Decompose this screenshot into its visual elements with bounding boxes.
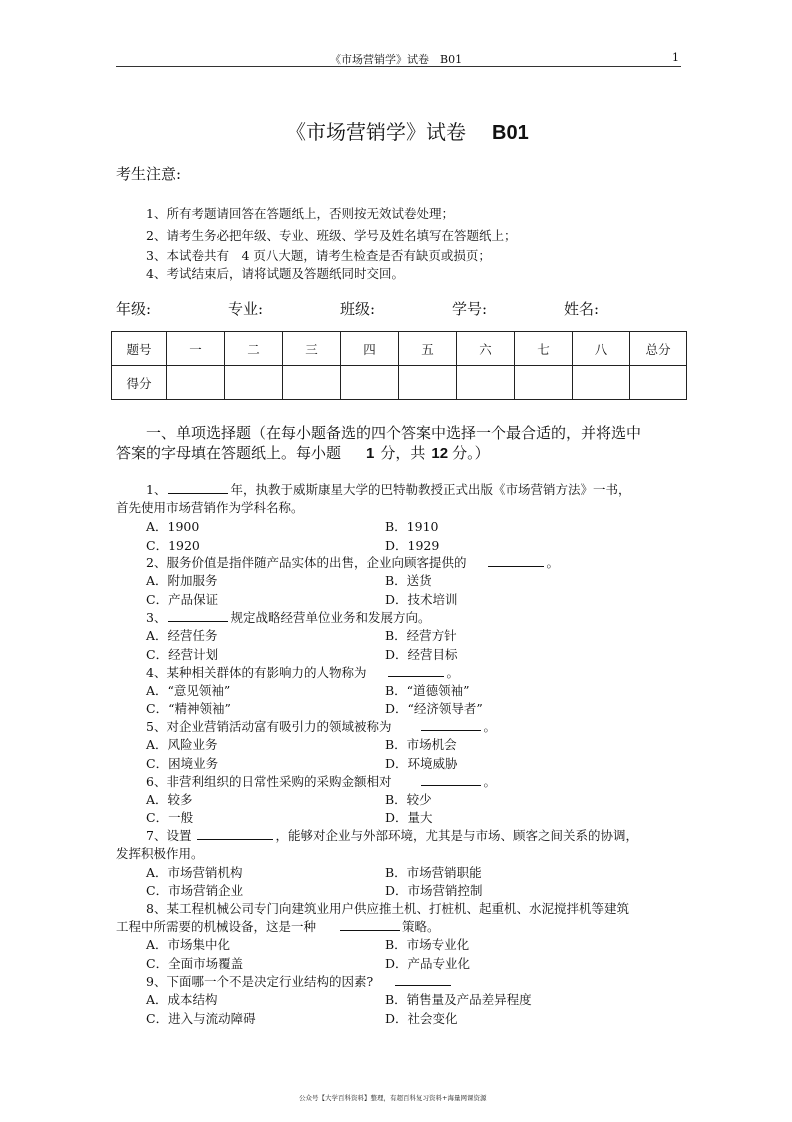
question-text: 规定战略经营单位业务和发展方向。 [230, 610, 431, 625]
field-student-id: 学号: [452, 300, 488, 318]
answer-blank [488, 554, 544, 567]
points-total: 12 [431, 445, 449, 462]
question-text: 。 [446, 665, 459, 680]
option: B．较少 [385, 792, 432, 807]
score-cell [457, 366, 515, 400]
option: C．经营计划 [146, 647, 219, 662]
page-number: 1 [672, 51, 679, 64]
table-cell: 六 [457, 332, 515, 366]
question-number: 3、 [146, 610, 167, 625]
question-text: 策略。 [402, 919, 440, 934]
page-title [286, 116, 529, 145]
score-cell [515, 366, 573, 400]
table-cell: 三 [283, 332, 341, 366]
option: A．风险业务 [146, 737, 218, 752]
question-8-cont [116, 917, 440, 935]
score-cell [573, 366, 630, 400]
question-1-cont: 首先使用市场营销作为学科名称。 [116, 500, 304, 515]
table-cell: 八 [573, 332, 630, 366]
option: D．环境威胁 [385, 756, 458, 771]
score-cell [399, 366, 457, 400]
question-6 [146, 772, 496, 790]
notice-item: 2、请考生务必把年级、专业、班级、学号及姓名填写在答题纸上； [146, 228, 517, 243]
field-grade: 年级: [116, 300, 152, 318]
table-cell: 总分 [630, 332, 687, 366]
notice-item: 4、考试结束后，请将试题及答题纸同时交回。 [146, 266, 404, 281]
question-text: 7、设置 [146, 828, 192, 843]
question-text: 年，执教于威斯康星大学的巴特勒教授正式出版《市场营销方法》一书， [230, 482, 631, 497]
option: A．“意见领袖” [146, 683, 231, 698]
question-text: 5、对企业营销活动富有吸引力的领域被称为 [146, 719, 392, 734]
question-text: ，能够对企业与外部环境，尤其是与市场、顾客之间关系的协调， [275, 828, 638, 843]
question-2 [146, 553, 559, 571]
question-text: 9、下面哪一个不是决定行业结构的因素? [146, 974, 374, 989]
running-header: 《市场营销学》试卷 B01 [330, 53, 463, 66]
option: C．“精神领袖” [146, 701, 231, 716]
question-9 [146, 972, 451, 990]
option: B．市场机会 [385, 737, 457, 752]
notice-item: 1、所有考题请回答在答题纸上，否则按无效试卷处理； [146, 206, 454, 221]
table-row [112, 366, 687, 400]
section-heading: 一、单项选择题（在每小题备选的四个答案中选择一个最合适的，并将选中 [146, 424, 642, 442]
answer-blank [388, 664, 444, 677]
question-text: 4、某种相关群体的有影响力的人物称为 [146, 665, 367, 680]
section-heading-line2 [116, 442, 490, 463]
table-row [112, 332, 687, 366]
answer-blank [168, 609, 228, 622]
score-cell [225, 366, 283, 400]
question-number: 1、 [146, 482, 167, 497]
option: B．“道德领袖” [385, 683, 470, 698]
score-cell [283, 366, 341, 400]
title-code: B01 [492, 122, 529, 144]
section-text: 分，共 [380, 444, 426, 462]
notice-item: 3、本试卷共有 4 页八大题，请考生检查是否有缺页或损页； [146, 248, 491, 263]
option: C．困境业务 [146, 756, 219, 771]
option: D．量大 [385, 810, 433, 825]
option: C．进入与流动障碍 [146, 1011, 256, 1026]
score-cell [167, 366, 225, 400]
question-3 [146, 608, 430, 626]
option: D．经营目标 [385, 647, 458, 662]
option: A．市场集中化 [146, 937, 231, 952]
table-cell: 一 [167, 332, 225, 366]
option: A．1900 [146, 519, 200, 534]
field-name: 姓名: [564, 300, 600, 318]
option: D．社会变化 [385, 1011, 458, 1026]
option: B．市场专业化 [385, 937, 470, 952]
option: A．较多 [146, 792, 193, 807]
table-cell: 二 [225, 332, 283, 366]
table-cell: 七 [515, 332, 573, 366]
header-rule [116, 66, 681, 67]
question-text: 工程中所需要的机械设备，这是一种 [116, 919, 317, 934]
option: C．一般 [146, 810, 194, 825]
question-4 [146, 663, 459, 681]
answer-blank [421, 718, 481, 731]
table-cell: 五 [399, 332, 457, 366]
option: A．市场营销机构 [146, 865, 243, 880]
question-7 [146, 826, 638, 844]
score-table [111, 331, 687, 400]
option: B．1910 [385, 519, 439, 534]
table-cell: 四 [341, 332, 399, 366]
option: C．1920 [146, 538, 200, 553]
answer-blank [197, 827, 273, 840]
table-cell: 得分 [112, 366, 167, 400]
footer-note: 公众号【大学百科资料】整理，有超百科复习资料+海量网课资源 [299, 1094, 487, 1102]
option: B．销售量及产品差异程度 [385, 992, 532, 1007]
question-text: 2、服务价值是指伴随产品实体的出售，企业向顾客提供的 [146, 555, 467, 570]
answer-blank [395, 973, 451, 986]
question-text: 。 [546, 555, 559, 570]
option: D．技术培训 [385, 592, 458, 607]
question-text: 6、非营利组织的日常性采购的采购金额相对 [146, 774, 392, 789]
answer-blank [340, 918, 400, 931]
score-cell [630, 366, 687, 400]
option: D．“经济领导者” [385, 701, 483, 716]
option: A．经营任务 [146, 628, 218, 643]
answer-blank [168, 481, 228, 494]
notice-heading: 考生注意: [116, 165, 182, 183]
question-7-cont: 发挥积极作用。 [116, 846, 204, 861]
question-5 [146, 717, 496, 735]
option: B．送货 [385, 573, 432, 588]
question-text: 。 [483, 719, 496, 734]
option: B．市场营销职能 [385, 865, 482, 880]
answer-blank [421, 773, 481, 786]
score-cell [341, 366, 399, 400]
points-each: 1 [366, 445, 375, 462]
question-text: 。 [483, 774, 496, 789]
title-text: 《市场营销学》试卷 [286, 120, 466, 144]
table-cell: 题号 [112, 332, 167, 366]
question-8: 8、某工程机械公司专门向建筑业用户供应推土机、打桩机、起重机、水泥搅拌机等建筑 [146, 901, 629, 916]
option: A．附加服务 [146, 573, 218, 588]
option: C．全面市场覆盖 [146, 956, 244, 971]
option: D．产品专业化 [385, 956, 471, 971]
field-class: 班级: [340, 300, 376, 318]
question-1 [146, 480, 630, 498]
field-major: 专业: [228, 300, 264, 318]
option: B．经营方针 [385, 628, 457, 643]
option: D．市场营销控制 [385, 883, 483, 898]
option: C．市场营销企业 [146, 883, 244, 898]
section-text: 分。） [452, 444, 490, 462]
option: A．成本结构 [146, 992, 218, 1007]
section-text: 答案的字母填在答题纸上。每小题 [116, 444, 357, 462]
option: D．1929 [385, 538, 440, 553]
option: C．产品保证 [146, 592, 219, 607]
